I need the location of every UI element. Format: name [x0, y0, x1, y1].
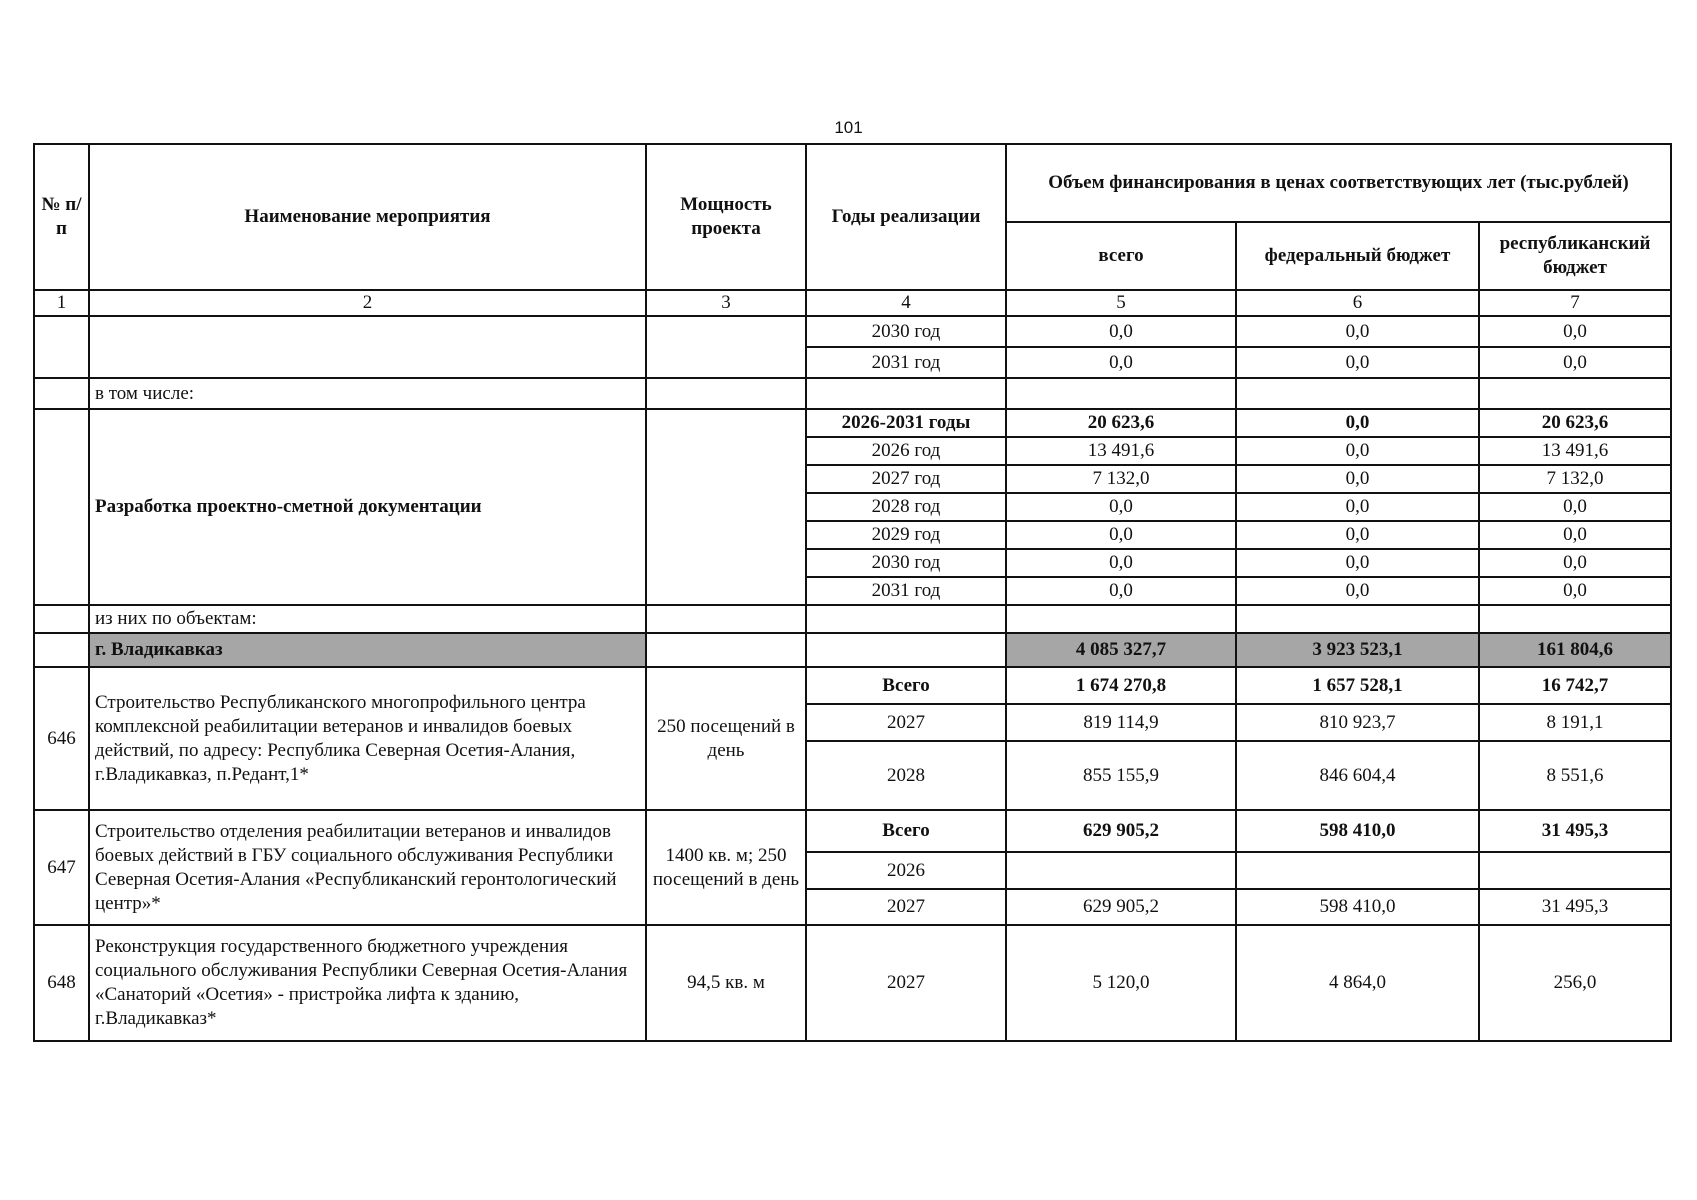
federal-cell: 598 410,0	[1236, 889, 1479, 925]
header-republic: республиканский бюджет	[1479, 222, 1671, 290]
republic-cell: 0,0	[1479, 549, 1671, 577]
year-cell: 2027 год	[806, 465, 1006, 493]
empty-cell	[34, 409, 89, 605]
objects-row	[34, 605, 1671, 633]
column-number: 5	[1006, 290, 1236, 316]
republic-cell: 8 551,6	[1479, 741, 1671, 810]
including-label: в том числе:	[89, 378, 646, 409]
table-row	[34, 316, 1671, 347]
federal-cell: 598 410,0	[1236, 810, 1479, 852]
total-cell: 0,0	[1006, 493, 1236, 521]
total-cell: 20 623,6	[1006, 409, 1236, 437]
republic-cell: 31 495,3	[1479, 889, 1671, 925]
column-number: 7	[1479, 290, 1671, 316]
federal-cell: 0,0	[1236, 577, 1479, 605]
year-cell: Всего	[806, 667, 1006, 704]
year-cell: 2026	[806, 852, 1006, 889]
header-row-1	[34, 144, 1671, 222]
project-capacity: 1400 кв. м; 250 посещений в день	[646, 810, 806, 925]
federal-cell: 846 604,4	[1236, 741, 1479, 810]
project-row	[34, 925, 1671, 1041]
republic-cell: 31 495,3	[1479, 810, 1671, 852]
column-number: 3	[646, 290, 806, 316]
total-cell: 5 120,0	[1006, 925, 1236, 1041]
republic-cell: 13 491,6	[1479, 437, 1671, 465]
empty-cell	[1479, 378, 1671, 409]
empty-cell	[34, 378, 89, 409]
year-cell: 2030 год	[806, 316, 1006, 347]
empty-cell	[806, 605, 1006, 633]
federal-cell: 0,0	[1236, 493, 1479, 521]
project-num: 646	[34, 667, 89, 810]
project-capacity: 94,5 кв. м	[646, 925, 806, 1041]
empty-cell	[1236, 605, 1479, 633]
column-number: 4	[806, 290, 1006, 316]
header-federal: федеральный бюджет	[1236, 222, 1479, 290]
year-cell: 2027	[806, 704, 1006, 741]
header-years: Годы реализации	[806, 144, 1006, 290]
total-cell: 0,0	[1006, 347, 1236, 378]
city-name: г. Владикавказ	[89, 633, 646, 667]
project-num: 647	[34, 810, 89, 925]
year-cell: 2028	[806, 741, 1006, 810]
page-number: 101	[834, 118, 863, 137]
column-number: 1	[34, 290, 89, 316]
republic-cell: 0,0	[1479, 316, 1671, 347]
empty-cell	[34, 633, 89, 667]
header-total: всего	[1006, 222, 1236, 290]
empty-cell	[646, 633, 806, 667]
empty-cell	[646, 409, 806, 605]
federal-cell: 0,0	[1236, 316, 1479, 347]
city-republic: 161 804,6	[1479, 633, 1671, 667]
objects-label: из них по объектам:	[89, 605, 646, 633]
total-cell: 0,0	[1006, 316, 1236, 347]
federal-cell: 0,0	[1236, 521, 1479, 549]
project-name: Строительство отделения реабилитации ветеранов и инвалидов боевых действий в ГБУ социального обслуживания Республики Северная Осетия-Алания «Республиканский геронтологический центр»*	[89, 810, 646, 925]
federal-cell	[1236, 852, 1479, 889]
project-row	[34, 810, 1671, 852]
including-row	[34, 378, 1671, 409]
year-cell: 2030 год	[806, 549, 1006, 577]
column-number: 2	[89, 290, 646, 316]
city-row	[34, 633, 1671, 667]
federal-cell: 4 864,0	[1236, 925, 1479, 1041]
total-cell: 0,0	[1006, 577, 1236, 605]
header-num: № п/п	[34, 144, 89, 290]
project-num: 648	[34, 925, 89, 1041]
republic-cell: 0,0	[1479, 493, 1671, 521]
header-capacity: Мощность проекта	[646, 144, 806, 290]
empty-cell	[646, 316, 806, 378]
year-cell: Всего	[806, 810, 1006, 852]
empty-cell	[1006, 605, 1236, 633]
header-name: Наименование мероприятия	[89, 144, 646, 290]
empty-cell	[1236, 378, 1479, 409]
empty-cell	[34, 316, 89, 378]
total-cell: 7 132,0	[1006, 465, 1236, 493]
year-cell: 2026 год	[806, 437, 1006, 465]
empty-cell	[806, 378, 1006, 409]
year-cell: 2029 год	[806, 521, 1006, 549]
year-cell: 2026-2031 годы	[806, 409, 1006, 437]
project-name: Реконструкция государственного бюджетного учреждения социального обслуживания Республики Северная Осетия-Алания «Санаторий «Осетия» - пристройка лифта к зданию, г.Владикавказ*	[89, 925, 646, 1041]
city-total: 4 085 327,7	[1006, 633, 1236, 667]
federal-cell: 0,0	[1236, 409, 1479, 437]
total-cell: 0,0	[1006, 549, 1236, 577]
project-name: Строительство Республиканского многопрофильного центра комплексной реабилитации ветеранов и инвалидов боевых действий, по адресу: Республика Северная Осетия-Алания, г.Владикавказ, п.Редант,1*	[89, 667, 646, 810]
empty-cell	[1479, 605, 1671, 633]
total-cell: 629 905,2	[1006, 889, 1236, 925]
total-cell: 13 491,6	[1006, 437, 1236, 465]
year-cell: 2031 год	[806, 347, 1006, 378]
empty-cell	[806, 633, 1006, 667]
empty-cell	[89, 316, 646, 378]
federal-cell: 1 657 528,1	[1236, 667, 1479, 704]
city-federal: 3 923 523,1	[1236, 633, 1479, 667]
federal-cell: 810 923,7	[1236, 704, 1479, 741]
design-docs-name: Разработка проектно-сметной документации	[89, 409, 646, 605]
column-number-row	[34, 290, 1671, 316]
year-cell: 2031 год	[806, 577, 1006, 605]
republic-cell: 0,0	[1479, 347, 1671, 378]
empty-cell	[34, 605, 89, 633]
total-cell: 629 905,2	[1006, 810, 1236, 852]
total-cell: 1 674 270,8	[1006, 667, 1236, 704]
republic-cell: 256,0	[1479, 925, 1671, 1041]
republic-cell: 0,0	[1479, 521, 1671, 549]
total-cell: 0,0	[1006, 521, 1236, 549]
year-cell: 2027	[806, 925, 1006, 1041]
republic-cell: 8 191,1	[1479, 704, 1671, 741]
republic-cell: 7 132,0	[1479, 465, 1671, 493]
federal-cell: 0,0	[1236, 437, 1479, 465]
federal-cell: 0,0	[1236, 347, 1479, 378]
republic-cell: 16 742,7	[1479, 667, 1671, 704]
total-cell: 819 114,9	[1006, 704, 1236, 741]
funding-table	[33, 143, 1672, 1042]
column-number: 6	[1236, 290, 1479, 316]
table-row	[34, 409, 1671, 437]
republic-cell: 20 623,6	[1479, 409, 1671, 437]
empty-cell	[1006, 378, 1236, 409]
year-cell: 2028 год	[806, 493, 1006, 521]
project-row	[34, 667, 1671, 704]
total-cell	[1006, 852, 1236, 889]
empty-cell	[646, 605, 806, 633]
federal-cell: 0,0	[1236, 549, 1479, 577]
year-cell: 2027	[806, 889, 1006, 925]
total-cell: 855 155,9	[1006, 741, 1236, 810]
header-funding: Объем финансирования в ценах соответствующих лет (тыс.рублей)	[1006, 144, 1671, 222]
federal-cell: 0,0	[1236, 465, 1479, 493]
republic-cell: 0,0	[1479, 577, 1671, 605]
project-capacity: 250 посещений в день	[646, 667, 806, 810]
republic-cell	[1479, 852, 1671, 889]
empty-cell	[646, 378, 806, 409]
